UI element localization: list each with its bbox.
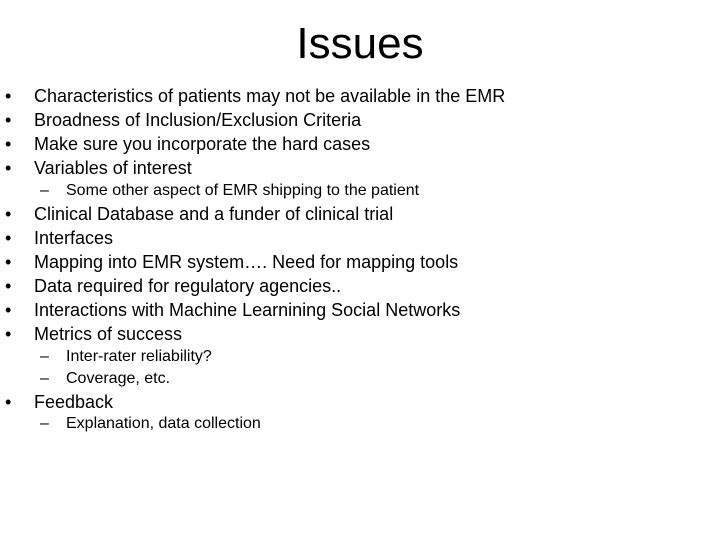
- bullet-marker: •: [5, 300, 12, 320]
- sub-bullet-text: Inter-rater reliability?: [66, 348, 212, 365]
- bullet-text: Make sure you incorporate the hard cases: [34, 134, 371, 154]
- bullet-text: Feedback: [34, 392, 114, 412]
- bullet-marker: •: [5, 134, 12, 154]
- sub-bullet-marker: –: [40, 182, 49, 199]
- bullet-text: Interfaces: [34, 228, 114, 248]
- bullet-text: Characteristics of patients may not be available in the EMR: [34, 86, 506, 106]
- bullet-text: Mapping into EMR system…. Need for mapping tools: [34, 252, 459, 272]
- bullet-text: Metrics of success: [34, 324, 183, 344]
- bullet-marker: •: [5, 204, 12, 224]
- bullet-text: Variables of interest: [34, 158, 192, 178]
- bullet-marker: •: [5, 252, 12, 272]
- sub-bullet-text: Explanation, data collection: [66, 415, 261, 432]
- sub-bullet-marker: –: [40, 415, 49, 432]
- slide-title: Issues: [296, 19, 424, 68]
- bullet-marker: •: [5, 228, 12, 248]
- bullet-marker: •: [5, 86, 12, 106]
- sub-bullet-text: Coverage, etc.: [66, 370, 171, 387]
- bullet-marker: •: [5, 324, 12, 344]
- bullet-marker: •: [5, 110, 12, 130]
- bullet-marker: •: [5, 392, 12, 412]
- sub-bullet-marker: –: [40, 348, 49, 365]
- bullet-text: Interactions with Machine Learnining Social Networks: [34, 300, 461, 320]
- bullet-marker: •: [5, 276, 12, 296]
- sub-bullet-marker: –: [40, 370, 49, 387]
- bullet-text: Clinical Database and a funder of clinical trial: [34, 204, 394, 224]
- bullet-marker: •: [5, 158, 12, 178]
- sub-bullet-text: Some other aspect of EMR shipping to the patient: [66, 182, 420, 199]
- bullet-text: Broadness of Inclusion/Exclusion Criteria: [34, 110, 362, 130]
- bullet-text: Data required for regulatory agencies..: [34, 276, 342, 296]
